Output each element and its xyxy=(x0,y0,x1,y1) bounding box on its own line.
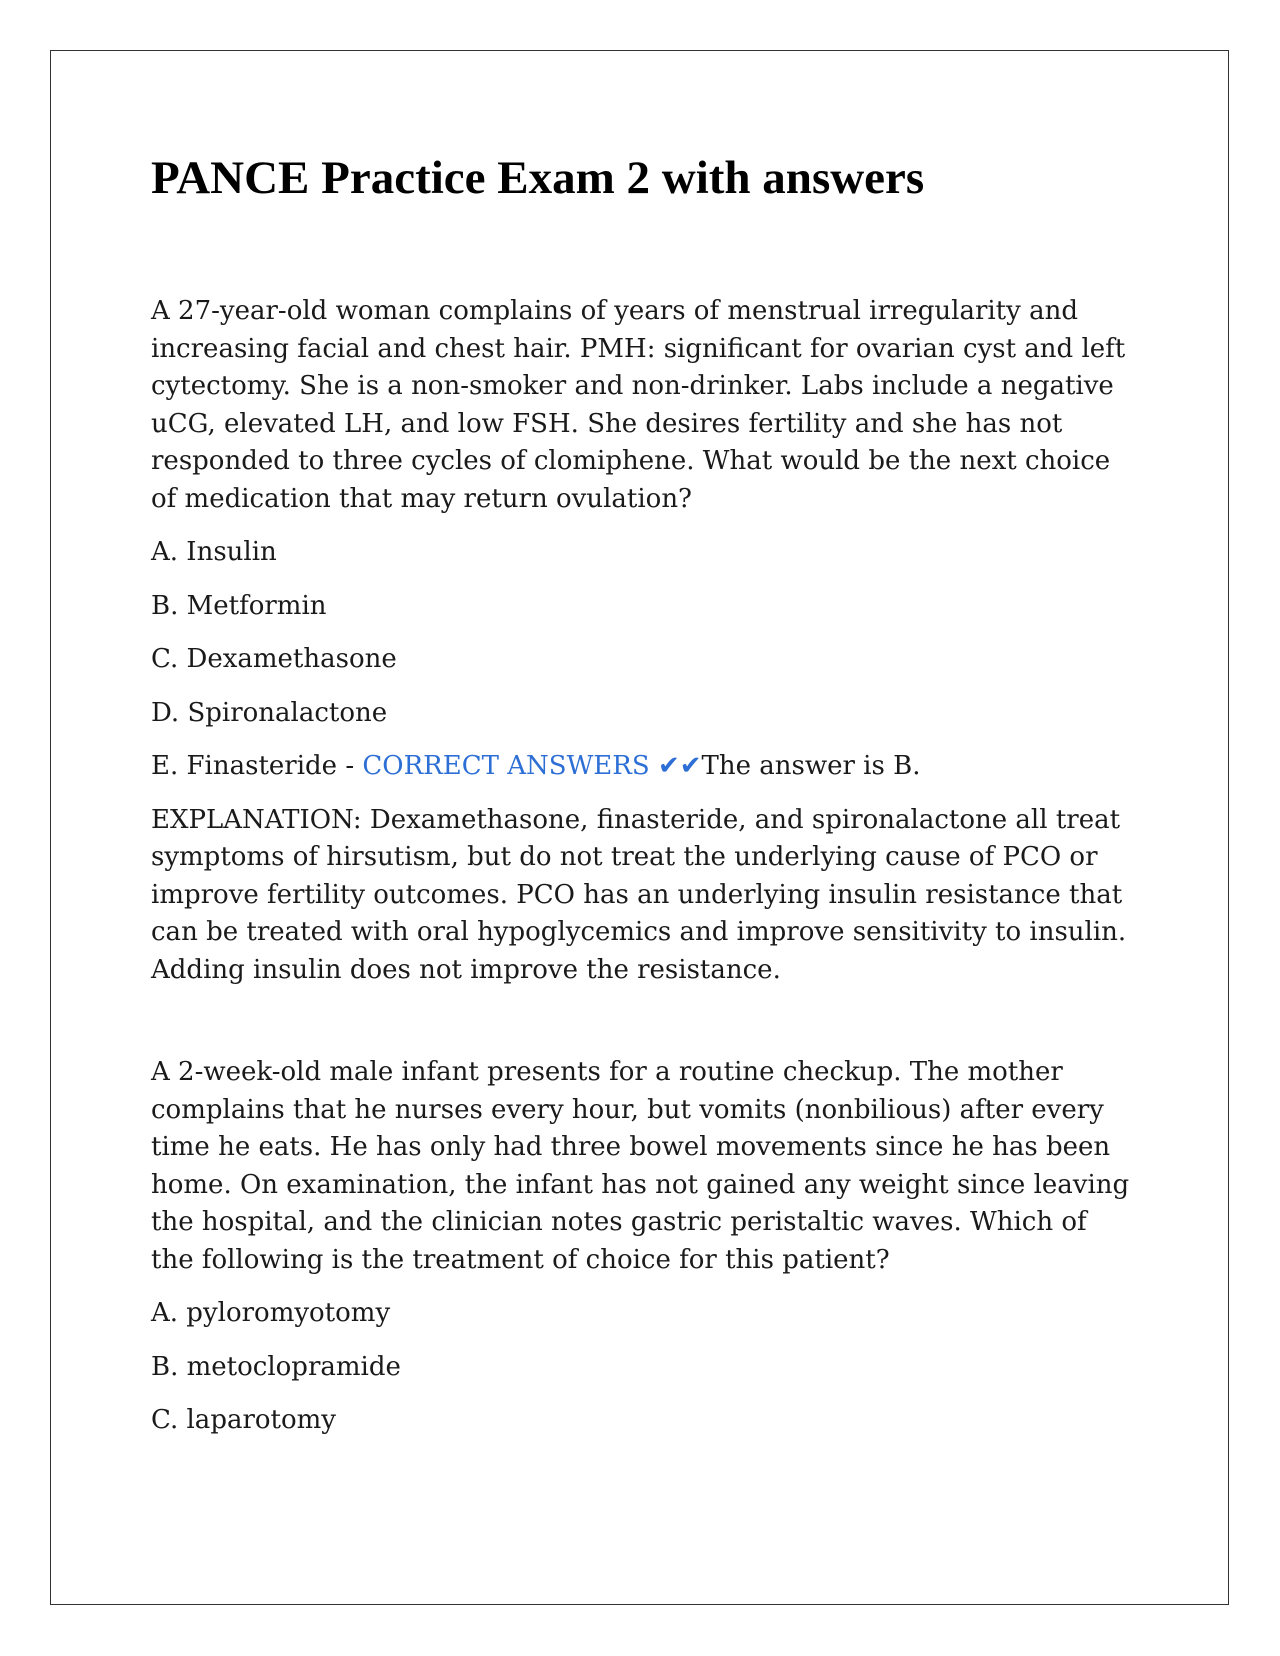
answer-text: The answer is B. xyxy=(701,751,921,782)
question-1-option-b: B. Metformin xyxy=(151,590,327,621)
question-2-option-c: C. laparotomy xyxy=(151,1405,336,1436)
page-title: PANCE Practice Exam 2 with answers xyxy=(151,152,925,204)
question-2-option-a: A. pyloromyotomy xyxy=(151,1298,391,1329)
question-2 xyxy=(151,1054,1131,1440)
question-1 xyxy=(151,293,1131,989)
question-1-option-c: C. Dexamethasone xyxy=(151,644,397,675)
question-1-stem: A 27-year-old woman complains of years of menstrual irregularity and increasing facial and chest hair. PMH: significant for ovarian cyst and left cytectomy. She is a non-smoker and non-drinker. Labs include a negative uCG, elevated LH, and low FSH. She desires fertility and she has not responded to three cycles of clomiphene. What would be the next choice of medication that may return ovulation? xyxy=(151,296,1126,514)
question-1-option-e: E. Finasteride - xyxy=(151,751,363,782)
double-check-icon: ✔✔ xyxy=(657,751,702,782)
question-1-option-e-line xyxy=(151,748,1131,786)
correct-answers-label: CORRECT ANSWERS xyxy=(362,751,650,782)
question-1-explanation: EXPLANATION: Dexamethasone, finasteride, and spironalactone all treat symptoms of hirsutism, but do not treat the underlying cause of PCO or improve fertility outcomes. PCO has an underlying insulin resistance that can be treated with oral hypoglycemics and improve sensitivity to insulin. Adding insulin does not improve the resistance. xyxy=(151,804,1127,985)
question-2-stem: A 2-week-old male infant presents for a routine checkup. The mother complains that he nurses every hour, but vomits (nonbilious) after every time he eats. He has only had three bowel movements since he has been home. On examination, the infant has not gained any weight since leaving the hospital, and the clinician notes gastric peristaltic waves. Which of the following is the treatment of choice for this patient? xyxy=(151,1057,1130,1275)
document-body xyxy=(151,150,1131,1440)
question-2-option-b: B. metoclopramide xyxy=(151,1351,401,1382)
question-1-option-a: A. Insulin xyxy=(151,537,277,568)
question-1-option-d: D. Spironalactone xyxy=(151,697,388,728)
